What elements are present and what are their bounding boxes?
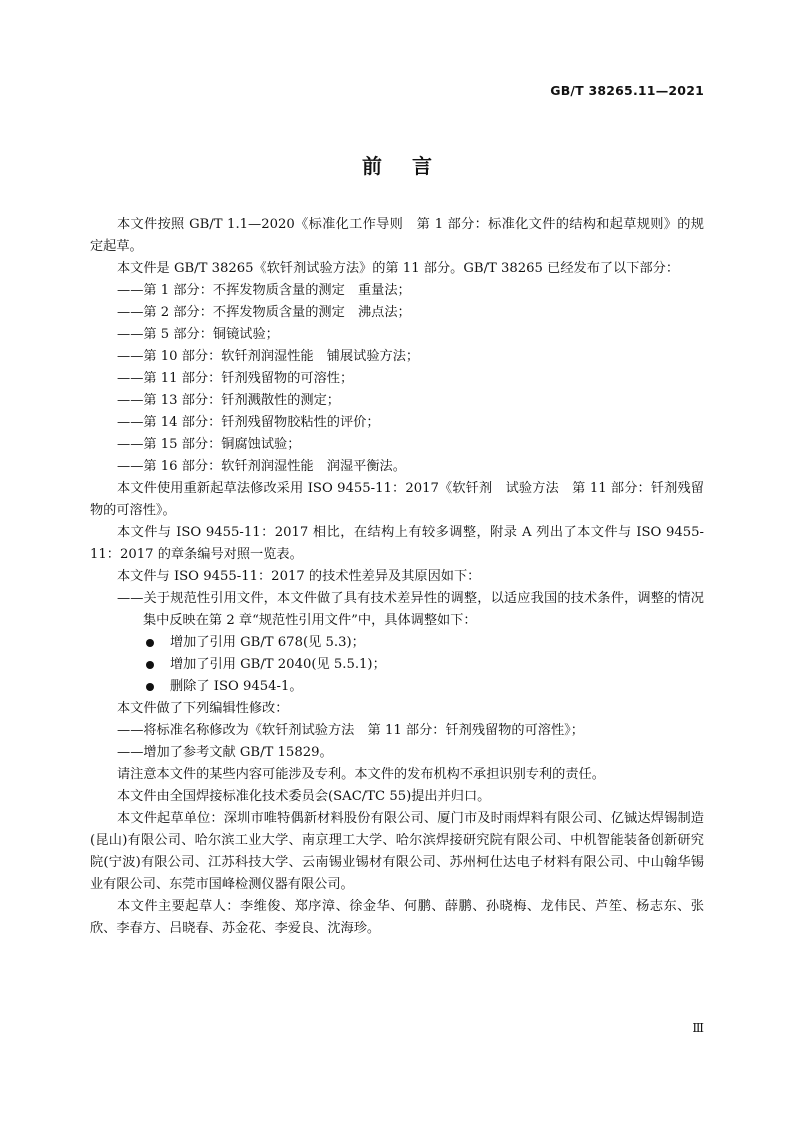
- list-item-part: ——第 5 部分：铜镜试验；: [117, 327, 279, 342]
- paragraph-drafting-units: 本文件起草单位：深圳市唯特偶新材料股份有限公司、厦门市及时雨焊料有限公司、亿铖达焊锡制造(昆山)有限公司、哈尔滨工业大学、南京理工大学、哈尔滨焊接研究院有限公司、中机智能装备创新研究院(宁波)有限公司、江苏科技大学、云南锡业锡材有限公司、苏州柯仕达电子材料有限公司、中山翰华锡业有限公司、东莞市国峰检测仪器有限公司。: [90, 811, 704, 892]
- bullet-list: [90, 632, 704, 698]
- list-item-part: ——第 16 部分：软钎剂润湿性能 润湿平衡法。: [117, 459, 406, 474]
- paragraph-proposer: 本文件由全国焊接标准化技术委员会(SAC/TC 55)提出并归口。: [117, 789, 491, 804]
- paragraph-adoption: 本文件使用重新起草法修改采用 ISO 9455-11：2017《软钎剂 试验方法 第 11 部分：钎剂残留物的可溶性》。: [90, 481, 704, 518]
- paragraph-drafting-rules: 本文件按照 GB/T 1.1—2020《标准化工作导则 第 1 部分：标准化文件的结构和起草规则》的规定起草。: [90, 217, 704, 254]
- bullet-item: [90, 676, 704, 698]
- document-code: GB/T 38265.11—2021: [550, 83, 704, 98]
- list-item-part: ——第 14 部分：钎剂残留物胶粘性的评价；: [117, 415, 380, 430]
- list-item-technical-difference: ——关于规范性引用文件，本文件做了具有技术差异性的调整，以适应我国的技术条件，调整的情况集中反映在第 2 章“规范性引用文件”中，具体调整如下：: [117, 591, 704, 628]
- list-item-part: ——第 2 部分：不挥发物质含量的测定 沸点法；: [117, 305, 411, 320]
- list-item-editorial: ——增加了参考文献 GB/T 15829。: [117, 745, 333, 760]
- bullet-icon: [146, 661, 154, 669]
- paragraph-editorial-changes: 本文件做了下列编辑性修改：: [117, 701, 289, 716]
- bullet-text: 增加了引用 GB/T 678(见 5.3)；: [170, 635, 365, 650]
- list-item-editorial: ——将标准名称修改为《软钎剂试验方法 第 11 部分：钎剂残留物的可溶性》；: [117, 723, 584, 738]
- bullet-text: 增加了引用 GB/T 2040(见 5.5.1)；: [170, 657, 386, 672]
- list-item-part: ——第 11 部分：钎剂残留物的可溶性；: [117, 371, 354, 386]
- list-item-part: ——第 10 部分：软钎剂润湿性能 铺展试验方法；: [117, 349, 420, 364]
- page-title: 前言: [362, 154, 462, 178]
- bullet-text: 删除了 ISO 9454-1。: [170, 679, 303, 694]
- bullet-icon: [146, 683, 154, 691]
- list-item-part: ——第 15 部分：铜腐蚀试验；: [117, 437, 301, 452]
- paragraph-patent-notice: 请注意本文件的某些内容可能涉及专利。本文件的发布机构不承担识别专利的责任。: [117, 767, 605, 782]
- bullet-item: [90, 632, 704, 654]
- bullet-item: [90, 654, 704, 676]
- paragraph-structure-comparison: 本文件与 ISO 9455-11：2017 相比，在结构上有较多调整，附录 A 列出了本文件与 ISO 9455-11：2017 的章条编号对照一览表。: [90, 525, 704, 562]
- paragraph-drafters: 本文件主要起草人：李维俊、郑序漳、徐金华、何鹏、薛鹏、孙晓梅、龙伟民、芦笙、杨志东、张欣、李春方、吕晓春、苏金花、李爱良、沈海珍。: [90, 899, 704, 936]
- list-item-part: ——第 13 部分：钎剂溅散性的测定；: [117, 393, 340, 408]
- list-item-part: ——第 1 部分：不挥发物质含量的测定 重量法；: [117, 283, 411, 298]
- foreword-body: [90, 214, 704, 940]
- paragraph-series-intro: 本文件是 GB/T 38265《软钎剂试验方法》的第 11 部分。GB/T 38265 已经发布了以下部分：: [117, 261, 680, 276]
- bullet-icon: [146, 639, 154, 647]
- paragraph-technical-differences: 本文件与 ISO 9455-11：2017 的技术性差异及其原因如下：: [117, 569, 481, 584]
- page-number: Ⅲ: [692, 1021, 704, 1035]
